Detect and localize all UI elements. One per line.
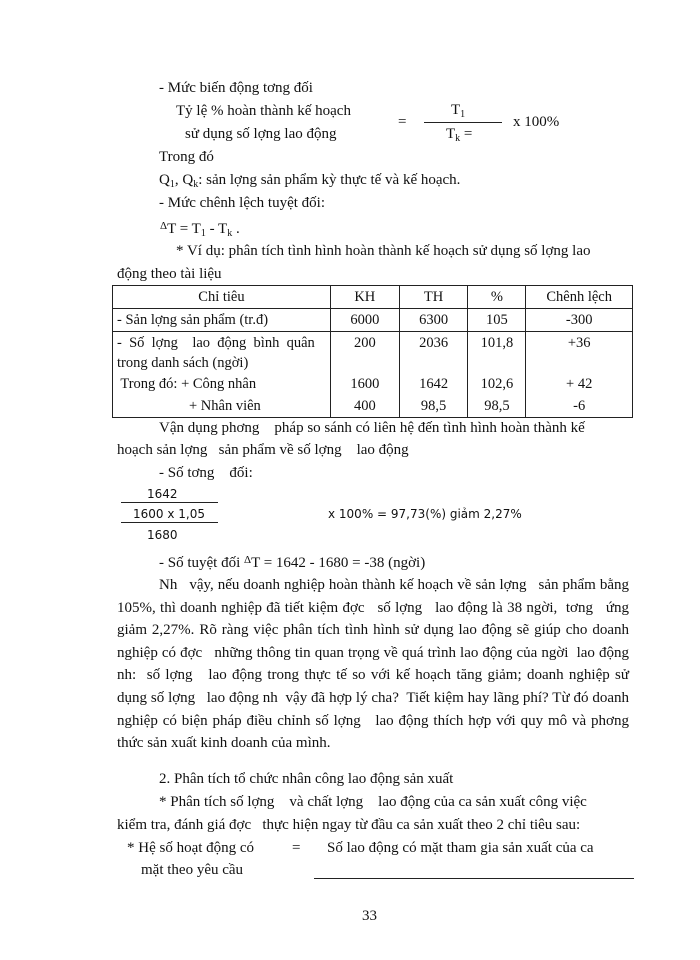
row-diff: +36 (526, 332, 633, 374)
ratio-equals-sign: = (398, 114, 407, 130)
relative-variation-heading: - Mức biến động tơng đối (159, 80, 313, 96)
row-label: Trong đó: + Công nhân (113, 373, 331, 395)
table-row (113, 309, 633, 332)
labor-data-table (112, 285, 633, 418)
relative-number-label: - Số tơng đối: (159, 465, 253, 481)
section2-heading: 2. Phân tích tổ chức nhân công lao động sản xuất (159, 771, 454, 787)
section2-para-line1: * Phân tích số lợng và chất lợng lao động của ca sản xuất công việc (159, 794, 587, 810)
table-row (113, 373, 633, 395)
header-indicator: Chỉ tiêu (113, 286, 331, 309)
fraction-bar-upper (121, 502, 218, 503)
fraction-bar-lower (121, 522, 218, 523)
coefficient-fraction-bar (314, 878, 634, 879)
row-diff: -300 (526, 309, 633, 332)
table-row (113, 395, 633, 418)
page-number: 33 (362, 908, 377, 924)
absolute-difference-formula: $^\Delta T = T_1 - T_k$ . (160, 220, 240, 239)
example-line1: * Ví dụ: phân tích tình hình hoàn thành kế hoạch sử dụng số lợng lao (176, 243, 591, 259)
absolute-difference-heading: - Mức chênh lệch tuyệt đối: (159, 195, 325, 211)
header-actual: TH (399, 286, 468, 309)
section2-para-line2: kiểm tra, đánh giá đợc thực hiện ngay từ đầu ca sản xuất theo 2 chỉ tiêu sau: (117, 817, 581, 833)
row-th: 2036 (399, 332, 468, 374)
row-pct: 101,8 (468, 332, 526, 374)
row-pct: 102,6 (468, 373, 526, 395)
header-difference: Chênh lệch (526, 286, 633, 309)
coefficient-numerator: Số lao động có mặt tham gia sản xuất của ca (327, 840, 594, 856)
fraction-result: x 100% = 97,73(%) giảm 2,27% (328, 507, 522, 521)
ratio-multiplier: x 100% (513, 114, 560, 130)
row-kh: 400 (330, 395, 399, 418)
row-diff: + 42 (526, 373, 633, 395)
example-line2: động theo tài liệu (117, 266, 222, 282)
coefficient-equals: = (292, 840, 301, 856)
header-plan: KH (330, 286, 399, 309)
table-header-row (113, 286, 633, 309)
row-pct: 98,5 (468, 395, 526, 418)
row-label: - Sản lợng sản phẩm (tr.đ) (113, 309, 331, 332)
ratio-label-line1: Tỷ lệ % hoàn thành kế hoạch (176, 103, 351, 119)
header-percent: % (468, 286, 526, 309)
ratio-fraction-bar (424, 122, 502, 123)
fraction-top: 1642 (147, 487, 178, 501)
ratio-label-line2: sử dụng số lợng lao động (185, 126, 337, 142)
table-row (113, 332, 633, 374)
fraction-bottom: 1680 (147, 528, 178, 542)
apply-line2: hoạch sản lợng sản phẩm về số lợng lao động (117, 442, 409, 458)
q-definition: $Q_1$, $Q_k$: sản lợng sản phẩm kỳ thực tế và kế hoạch. (159, 172, 461, 190)
row-label: + Nhân viên (113, 395, 331, 418)
ratio-numerator: $T_1$ (451, 102, 466, 120)
row-kh: 6000 (330, 309, 399, 332)
apply-line1: Vận dụng phơng pháp so sánh có liên hệ đến tình hình hoàn thành kế (159, 420, 585, 436)
row-th: 6300 (399, 309, 468, 332)
row-th: 1642 (399, 373, 468, 395)
row-diff: -6 (526, 395, 633, 418)
absolute-number-line: - Số tuyệt đối $^\Delta$T = 1642 - 1680 = -38 (ngời) (159, 554, 426, 571)
where-label: Trong đó (159, 149, 214, 165)
coefficient-label-line2: mặt theo yêu cầu (141, 862, 244, 878)
row-kh: 200 (330, 332, 399, 374)
row-th: 98,5 (399, 395, 468, 418)
ratio-denominator: $T_k$ = (446, 126, 473, 144)
coefficient-label-line1: * Hệ số hoạt động có (127, 840, 255, 856)
row-kh: 1600 (330, 373, 399, 395)
row-label: - Số lợng lao động bình quân trong danh sách (ngời) (113, 332, 331, 374)
row-pct: 105 (468, 309, 526, 332)
analysis-paragraph: Nh vậy, nếu doanh nghiệp hoàn thành kế hoạch về sản lợng sản phẩm bằng 105%, thì doanh nghiệp đã tiết kiệm đợc số lợng lao động là 38 ngời, tơng ứng giảm 2,27%. Rõ ràng việc phân tích tình hình sử dụng lao động sẽ giúp cho doanh nghiệp có đợc những thông tin quan trọng về quá trình lao động của ngời lao động nh: số lợng lao động trong thực tế so với kế hoạch tăng giảm; doanh nghiệp sử dụng số lợng lao động nh vậy đã hợp lý cha? Tiết kiệm hay lãng phí? Từ đó doanh nghiệp có biện pháp điều chỉnh số lợng lao động thích hợp với quy mô và phơng thức sản xuất kinh doanh của mình. (117, 577, 641, 752)
fraction-middle: 1600 x 1,05 (133, 507, 205, 521)
